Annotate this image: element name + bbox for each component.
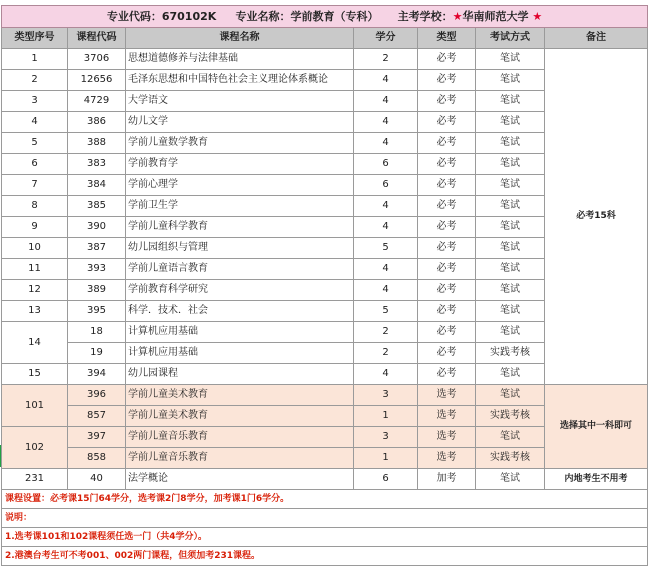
cell-code: 385 [68, 196, 126, 217]
cell-code: 19 [68, 343, 126, 364]
cell-course-name: 学前心理学 [126, 175, 354, 196]
cell-exam: 实践考核 [476, 448, 545, 469]
cell-credit: 4 [354, 70, 418, 91]
cell-course-name: 思想道德修养与法律基础 [126, 49, 354, 70]
school-label: 主考学校： [397, 10, 453, 23]
cell-seq: 3 [2, 91, 68, 112]
cell-exam: 笔试 [476, 238, 545, 259]
cell-course-name: 学前儿童语言教育 [126, 259, 354, 280]
cell-credit: 5 [354, 301, 418, 322]
title-cell [2, 6, 648, 28]
cell-code: 386 [68, 112, 126, 133]
cell-seq: 6 [2, 154, 68, 175]
cell-code: 3706 [68, 49, 126, 70]
cell-seq: 15 [2, 364, 68, 385]
footer-note: 课程设置：必考课15门64学分，选考课2门8学分，加考课1门6学分。 [2, 490, 648, 509]
cell-exam: 笔试 [476, 175, 545, 196]
cell-credit: 4 [354, 112, 418, 133]
header-exam: 考试方式 [476, 28, 545, 49]
header-name: 课程名称 [126, 28, 354, 49]
cell-type: 必考 [418, 259, 476, 280]
cell-course-name: 学前儿童数学教育 [126, 133, 354, 154]
header-code: 课程代码 [68, 28, 126, 49]
cell-exam: 笔试 [476, 49, 545, 70]
cell-type: 必考 [418, 91, 476, 112]
cell-seq: 4 [2, 112, 68, 133]
cell-type: 选考 [418, 427, 476, 448]
cell-code: 4729 [68, 91, 126, 112]
star-icon: ★ [532, 10, 543, 23]
cell-exam: 笔试 [476, 280, 545, 301]
major-code: 670102K [161, 10, 217, 23]
header-credit: 学分 [354, 28, 418, 49]
cell-type: 必考 [418, 322, 476, 343]
footer-row [2, 528, 648, 547]
school-name: 华南师范大学 [462, 10, 529, 23]
cell-course-name: 学前儿童美术教育 [126, 406, 354, 427]
cell-course-name: 法学概论 [126, 469, 354, 490]
cell-type: 必考 [418, 49, 476, 70]
cell-type: 必考 [418, 364, 476, 385]
header-seq: 类型序号 [2, 28, 68, 49]
cell-credit: 4 [354, 133, 418, 154]
cell-seq: 14 [2, 322, 68, 364]
cell-code: 12656 [68, 70, 126, 91]
footer-note: 说明： [2, 509, 648, 528]
cell-course-name: 学前儿童科学教育 [126, 217, 354, 238]
cell-type: 必考 [418, 112, 476, 133]
title-row [2, 6, 648, 28]
cell-code: 18 [68, 322, 126, 343]
footer-row [2, 547, 648, 566]
cell-course-name: 学前儿童音乐教育 [126, 448, 354, 469]
cell-exam: 笔试 [476, 259, 545, 280]
cell-course-name: 计算机应用基础 [126, 322, 354, 343]
major-name: 学前教育（专科） [290, 10, 379, 23]
cell-code: 857 [68, 406, 126, 427]
footer-note: 1.选考课101和102课程须任选一门（共4学分）。 [2, 528, 648, 547]
cell-code: 397 [68, 427, 126, 448]
cell-code: 858 [68, 448, 126, 469]
cell-remark: 选择其中一科即可 [545, 385, 648, 469]
cell-exam: 笔试 [476, 154, 545, 175]
cell-credit: 4 [354, 364, 418, 385]
cell-credit: 4 [354, 196, 418, 217]
cell-course-name: 学前儿童美术教育 [126, 385, 354, 406]
cell-course-name: 毛泽东思想和中国特色社会主义理论体系概论 [126, 70, 354, 91]
cell-seq: 231 [2, 469, 68, 490]
cell-exam: 笔试 [476, 427, 545, 448]
cell-type: 必考 [418, 196, 476, 217]
cell-type: 必考 [418, 175, 476, 196]
cell-credit: 1 [354, 448, 418, 469]
table-row [2, 385, 648, 406]
cell-type: 必考 [418, 280, 476, 301]
major-code-label: 专业代码： [106, 10, 162, 23]
cell-course-name: 幼儿园组织与管理 [126, 238, 354, 259]
cell-code: 387 [68, 238, 126, 259]
cell-seq: 5 [2, 133, 68, 154]
cell-code: 40 [68, 469, 126, 490]
cell-credit: 4 [354, 259, 418, 280]
cell-type: 必考 [418, 154, 476, 175]
cell-type: 必考 [418, 70, 476, 91]
cell-credit: 4 [354, 91, 418, 112]
cell-credit: 2 [354, 343, 418, 364]
cell-type: 选考 [418, 406, 476, 427]
cell-exam: 笔试 [476, 112, 545, 133]
cell-exam: 笔试 [476, 70, 545, 91]
cell-type: 必考 [418, 301, 476, 322]
cell-seq: 12 [2, 280, 68, 301]
course-table [1, 5, 648, 566]
cell-course-name: 大学语文 [126, 91, 354, 112]
cell-exam: 笔试 [476, 385, 545, 406]
cell-course-name: 学前儿童音乐教育 [126, 427, 354, 448]
cell-course-name: 幼儿园课程 [126, 364, 354, 385]
cell-code: 396 [68, 385, 126, 406]
cell-code: 395 [68, 301, 126, 322]
cell-seq: 101 [2, 385, 68, 427]
cell-course-name: 学前教育科学研究 [126, 280, 354, 301]
cell-exam: 笔试 [476, 196, 545, 217]
footer-row [2, 490, 648, 509]
cell-seq: 102 [2, 427, 68, 469]
cell-credit: 6 [354, 469, 418, 490]
cell-exam: 笔试 [476, 322, 545, 343]
cell-course-name: 科学．技术．社会 [126, 301, 354, 322]
footer-row [2, 509, 648, 528]
header-remark: 备注 [545, 28, 648, 49]
cell-exam: 笔试 [476, 217, 545, 238]
cell-exam: 实践考核 [476, 406, 545, 427]
cell-type: 必考 [418, 343, 476, 364]
table-row [2, 469, 648, 490]
cell-course-name: 计算机应用基础 [126, 343, 354, 364]
cell-credit: 4 [354, 280, 418, 301]
header-type: 类型 [418, 28, 476, 49]
footer-note: 2.港澳台考生可不考001、002两门课程，但须加考231课程。 [2, 547, 648, 566]
cell-seq: 9 [2, 217, 68, 238]
cell-type: 选考 [418, 448, 476, 469]
cell-type: 选考 [418, 385, 476, 406]
cell-credit: 1 [354, 406, 418, 427]
cell-code: 388 [68, 133, 126, 154]
cell-exam: 笔试 [476, 469, 545, 490]
cell-seq: 2 [2, 70, 68, 91]
cell-exam: 笔试 [476, 301, 545, 322]
cell-course-name: 学前卫生学 [126, 196, 354, 217]
cell-code: 390 [68, 217, 126, 238]
cell-credit: 2 [354, 49, 418, 70]
cell-code: 389 [68, 280, 126, 301]
cell-exam: 实践考核 [476, 343, 545, 364]
cell-course-name: 幼儿文学 [126, 112, 354, 133]
cell-exam: 笔试 [476, 364, 545, 385]
table-row [2, 49, 648, 70]
cell-code: 394 [68, 364, 126, 385]
cell-type: 加考 [418, 469, 476, 490]
cell-seq: 13 [2, 301, 68, 322]
cell-exam: 笔试 [476, 133, 545, 154]
star-icon: ★ [452, 10, 463, 23]
cell-code: 383 [68, 154, 126, 175]
cell-type: 必考 [418, 217, 476, 238]
header-row [2, 28, 648, 49]
cell-exam: 笔试 [476, 91, 545, 112]
cell-type: 必考 [418, 238, 476, 259]
cell-seq: 7 [2, 175, 68, 196]
cell-code: 384 [68, 175, 126, 196]
cell-seq: 8 [2, 196, 68, 217]
cell-credit: 4 [354, 217, 418, 238]
cell-credit: 6 [354, 175, 418, 196]
cell-code: 393 [68, 259, 126, 280]
cell-credit: 3 [354, 427, 418, 448]
cell-course-name: 学前教育学 [126, 154, 354, 175]
cell-type: 必考 [418, 133, 476, 154]
cell-credit: 3 [354, 385, 418, 406]
cell-remark: 内地考生不用考 [545, 469, 648, 490]
cell-credit: 6 [354, 154, 418, 175]
cell-seq: 10 [2, 238, 68, 259]
cell-credit: 5 [354, 238, 418, 259]
cell-seq: 1 [2, 49, 68, 70]
cell-seq: 11 [2, 259, 68, 280]
cell-credit: 2 [354, 322, 418, 343]
major-name-label: 专业名称： [235, 10, 291, 23]
cell-remark: 必考15科 [545, 49, 648, 385]
